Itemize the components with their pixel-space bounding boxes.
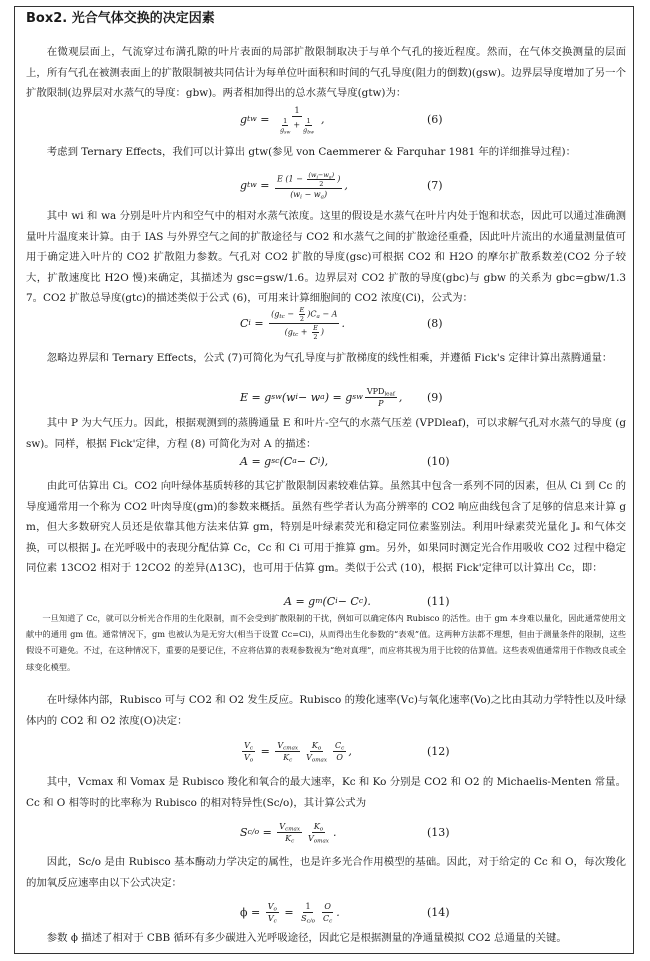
equation-number: (10) [427,454,450,468]
equation-14: ϕ = $\frac{V_o}{V_c}$ = $\frac{1}{S_{c/o}}$ $\frac{O}{C_c}$ . (14) [0,895,650,929]
paragraph-5: 其中 P 为大气压力。因此，根据观测到的蒸腾通量 E 和叶片-空气的水蒸气压差 (VPDleaf)，可以求解气孔对水蒸气的导度 (gsw)。同样，根据 Fick'定律，方程 (8) 可简化为对 A 的描述： [26,417,626,450]
equation-9: E = g sw (w i − w a ) = g sw $\frac{VPD_{leaf}}{P}$ , (9) [0,380,650,414]
equation-number: (6) [427,112,443,126]
paragraph-11: 参数 ϕ 描述了相对于 CBB 循环有多少碳进入光呼吸途径，因此它是根据测量的净通量模拟 CO2 总通量的关键。 [46,932,567,944]
equation-number: (14) [427,905,450,919]
paragraph-4: 忽略边界层和 Ternary Effects，公式 (7)可简化为气孔导度与扩散梯度的线性相乘，并遵循 Fick's 定律计算出蒸腾通量： [46,352,613,364]
paragraph-7-small: 一旦知道了 Cc，就可以分析光合作用的生化限制，而不会受到扩散限制的干扰，例如可以确定体内 Rubisco 的活性。由于 gm 本身难以量化，因此通常使用文献中的通用 gm 值。通常情况下，gm 也被认为是无穷大(相当于设置 Cc=Ci)，从而得出生化参数的“表观”值。这两种方法都不理想，但由于测量条件的限制，这些假设不可避免。不过，在这种情况下，重要的是要记住，不应将估算的表观参数视为“绝对真理”，而应将其视为用于比较的估算值。这些表观值通常用于作物改良或全球变化模型。 [26,613,626,672]
paragraph-6: 由此可估算出 Ci。CO2 向叶绿体基质转移的其它扩散限制因素较难估算。虽然其中包含一系列不同的因素，但从 Ci 到 Cc 的导度通常用一个称为 CO2 叶肉导度(gm)的参数来概括。虽然有些学者认为高分辨率的 CO2 响应曲线包含了足够的信息来计算 gm，但大多数研究人员还是依靠其他方法来估算 gm，特别是叶绿素荧光和稳定同位素鉴别法。利用叶绿素荧光量化 Jₐ 和气体交换，可以根据 Jₐ 在光呼吸中的表现分配估算 Cc，Cc 和 Ci 可用于推算 gm。另外，如果同时测定光合作用吸收 CO2 过程中稳定同位素 13CO2 相对于 12CO2 的差异(Δ13C)，也可用于估算 gm。类似于公式 (10)，根据 Fick'定律可以计算出 Cc，即： [26,480,626,575]
equation-number: (11) [427,594,450,608]
paragraph-1: 在微观层面上，气流穿过布满孔隙的叶片表面的局部扩散限制取决于与单个气孔的接近程度。然而，在气体交换测量的层面上，所有气孔在被测表面上的扩散限制被共同估计为每单位叶面积和时间的气孔导度(阻力的倒数)(gsw)。边界层导度增加了另一个扩散限制(边界层对水蒸气的导度：gbw)。两者相加得出的总水蒸气导度(gtw)为： [26,46,626,100]
equation-number: (12) [427,744,450,758]
equation-10: A = g sc (C a − C i ), (10) [0,444,650,478]
equation-8: C i = ($g_{tc}$ − $\frac{E}{2}$ )$C_a - A$ ($g_{tc}$ + $\frac{E}{2}$ ) . (8) [240,305,443,341]
paragraph-10: 因此，Sc/o 是由 Rubisco 基本酶动力学决定的属性，也是许多光合作用模型的基础。因此，对于给定的 Cc 和 O，每次羧化的加氧反应速率由以下公式决定： [26,856,626,889]
equation-11: A = g m (C i − C c ). (11) [0,584,650,618]
paragraph-8: 在叶绿体内部，Rubisco 可与 CO2 和 O2 发生反应。Rubisco 的羧化速率(Vc)与氧化速率(Vo)之比由其动力学特性以及叶绿体内的 CO2 和 O2 浓度(O)决定： [26,694,626,727]
equation-13: S c/o = $\frac{V_{cmax}}{K_c}$ $\frac{K_o}{V_{omax}}$ . (13) [0,815,650,849]
equation-12: $\frac{V_c}{V_o}$ = $\frac{V_{cmax}}{K_c}$ $\frac{K_o}{V_{omax}}$ $\frac{C_c}{O}$ , (12) [0,734,650,768]
equation-number: (9) [427,390,443,404]
equation-7: g tw = E (1 − $\frac{(w_i-w_a)}{2}$ ) $(w_i - w_a)$ , (7) [0,168,650,202]
paragraph-2: 考虑到 Ternary Effects，我们可以计算出 gtw(参见 von Caemmerer & Farquhar 1981 年的详细推导过程)： [46,146,576,158]
box-title: Box2. 光合气体交换的决定因素 [26,11,215,26]
equation-number: (8) [427,316,443,330]
equation-number: (13) [427,825,450,839]
equation-number: (7) [427,178,443,192]
paragraph-9: 其中，Vcmax 和 Vomax 是 Rubisco 羧化和氧合的最大速率，Kc 和 Ko 分别是 CO2 和 O2 的 Michaelis-Menten 常量。Cc 和 O 相等时的比率称为 Rubisco 的相对特异性(Sc/o)，其计算公式为 [26,776,626,809]
paragraph-3: 其中 wi 和 wa 分别是叶片内和空气中的相对水蒸气浓度。这里的假设是水蒸气在叶片内处于饱和状态，因此可以通过准确测量叶片温度来计算。由于 IAS 与外界空气之间的扩散途径与 CO2 和水蒸气之间的扩散途径重叠，因此叶片流出的水通量测量值可用于确定进入叶片的 CO2 扩散阻力参数。气孔对 CO2 扩散的导度(gsc)可根据 CO2 和 H2O 的摩尔扩散系数差(CO2 分子较大，扩散速度比 H2O 慢)来确定，其描述为 gsc=gsw/1.6。边界层对 CO2 扩散的导度(gbc)与 gbw 的关系为 gbc=gbw/1.37。CO2 扩散总导度(gtc)的描述类似于公式 (6)，可用来计算细胞间的 CO2 浓度(Ci)，公式为： [26,210,626,305]
equation-6: g tw = 1 1 $g_{sw}$ + 1 $g_{bw}$ , (6) [0,102,650,136]
